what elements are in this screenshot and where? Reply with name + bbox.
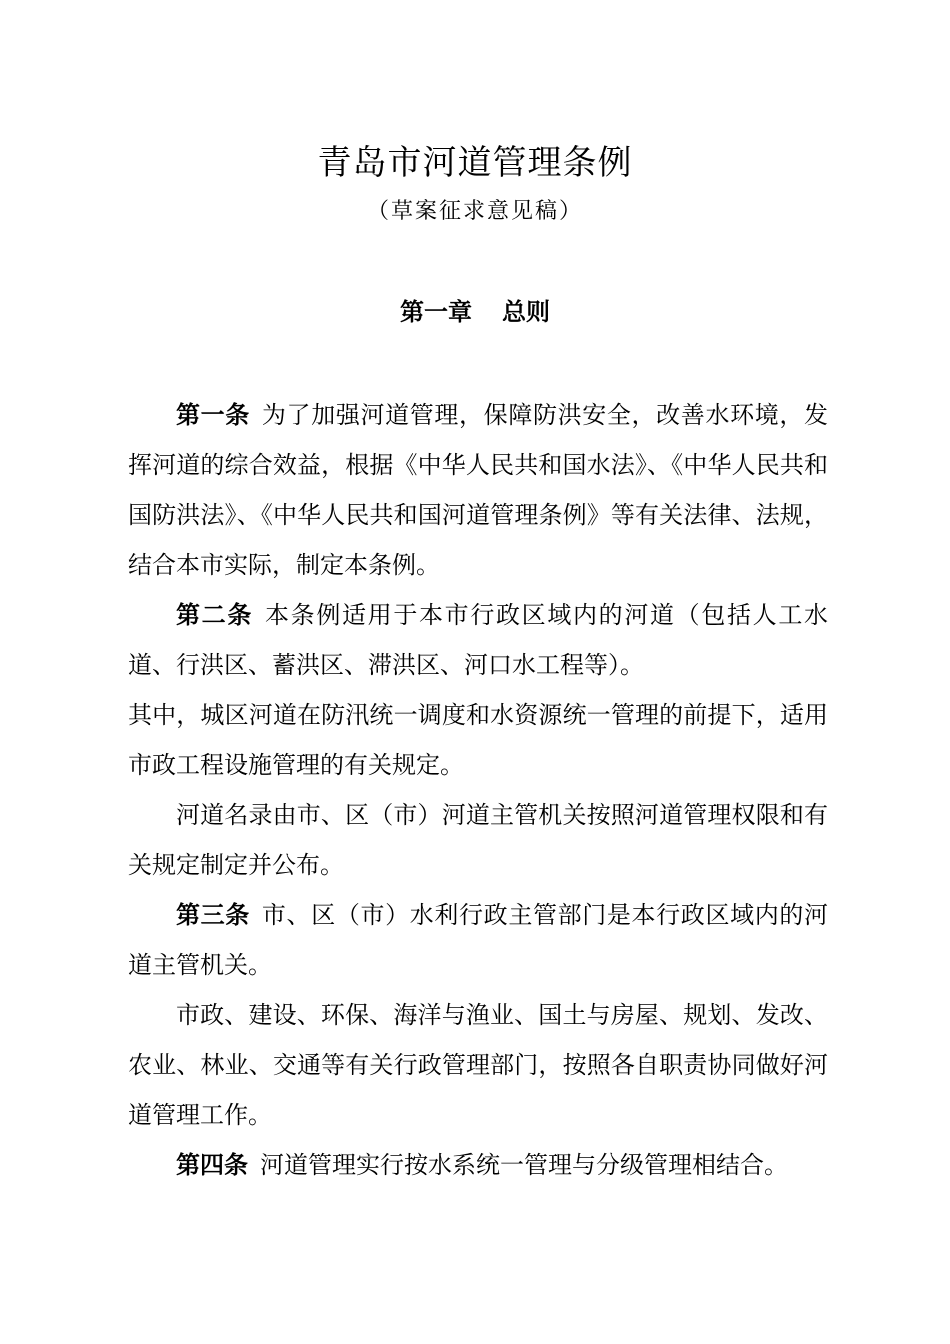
article-3-clause xyxy=(128,990,828,1140)
document-body xyxy=(128,390,828,1190)
article-label: 第二条 xyxy=(176,601,253,629)
article-2-clause xyxy=(128,690,828,790)
article-2-river-list-clause xyxy=(128,790,828,890)
article-label: 第四条 xyxy=(176,1151,248,1179)
article-1 xyxy=(128,390,828,590)
paragraph-text: 河道名录由市、区（市）河道主管机关按照河道管理权限和有关规定制定并公布。 xyxy=(128,801,828,879)
article-3 xyxy=(128,890,828,990)
chapter-number: 第一章 xyxy=(400,298,472,326)
article-text: 市、区（市）水利行政主管部门是本行政区域内的河道主管机关。 xyxy=(128,901,829,979)
article-label: 第三条 xyxy=(176,901,250,929)
article-text: 河道管理实行按水系统一管理与分级管理相结合。 xyxy=(260,1151,788,1179)
article-text: 为了加强河道管理，保障防洪安全，改善水环境，发挥河道的综合效益，根据《中华人民共和国水法》、《中华人民共和国防洪法》、《中华人民共和国河道管理条例》等有关法律、法规，结合本市实际，制定本条例。 xyxy=(128,401,829,579)
chapter-name: 总则 xyxy=(502,298,550,326)
document-subtitle: （草案征求意见稿） xyxy=(366,199,583,224)
article-label: 第一条 xyxy=(176,401,250,429)
paragraph-text: 其中，城区河道在防汛统一调度和水资源统一管理的前提下，适用市政工程设施管理的有关规定。 xyxy=(128,701,828,779)
article-4 xyxy=(128,1140,828,1190)
paragraph-text: 市政、建设、环保、海洋与渔业、国土与房屋、规划、发改、农业、林业、交通等有关行政管理部门，按照各自职责协同做好河道管理工作。 xyxy=(128,1001,828,1129)
document-title: 青岛市河道管理条例 xyxy=(317,143,633,183)
article-2 xyxy=(128,590,828,690)
chapter-heading xyxy=(0,294,950,330)
article-text: 本条例适用于本市行政区域内的河道（包括人工水道、行洪区、蓄洪区、滞洪区、河口水工程等）。 xyxy=(128,601,828,679)
